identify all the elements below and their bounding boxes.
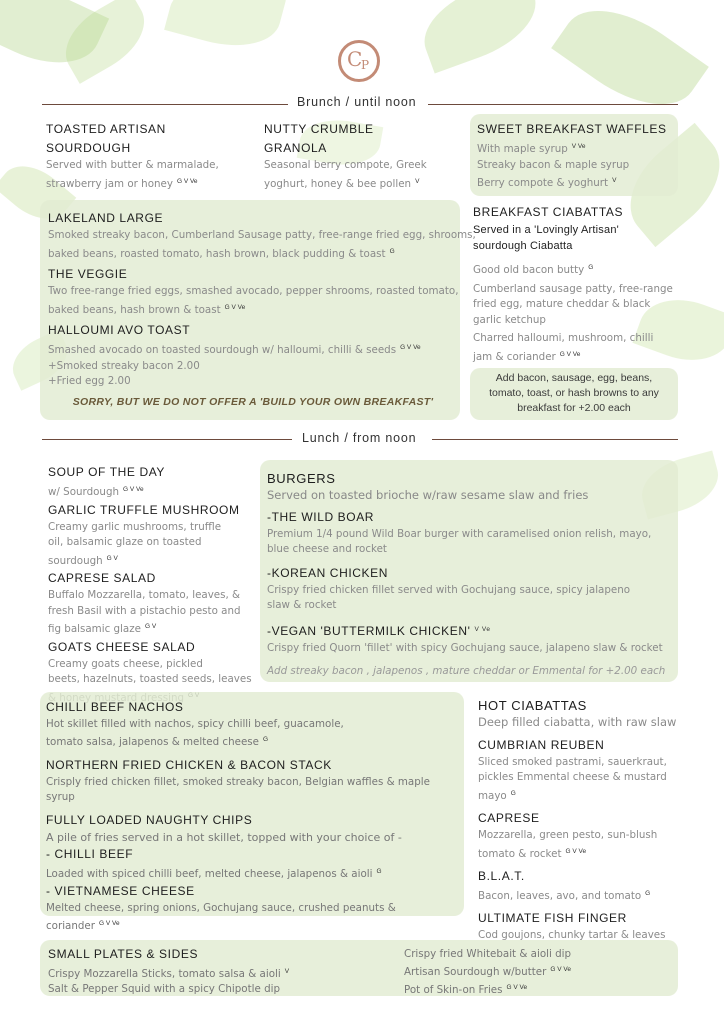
item-desc: beets, hazelnuts, toasted seeds, leaves — [48, 673, 252, 685]
dietary-tags: G V Ve — [559, 350, 581, 358]
item-subtitle: sourdough Ciabatta — [473, 240, 573, 252]
item-name: TOASTED ARTISAN — [46, 122, 166, 136]
item-desc: strawberry jam or honey — [46, 177, 173, 190]
item-name: CHILLI BEEF NACHOS — [46, 700, 184, 714]
item-name: GARLIC TRUFFLE MUSHROOM — [48, 502, 240, 517]
item-name: LAKELAND LARGE — [48, 211, 164, 225]
menu-item-lakeland — [48, 209, 476, 262]
dietary-tags: G — [389, 247, 395, 255]
brunch-section-title: Brunch / until noon — [297, 95, 417, 109]
item-desc: oil, balsamic glaze on toasted — [48, 536, 202, 548]
divider — [42, 104, 288, 105]
dietary-tags: V Ve — [571, 143, 586, 150]
dietary-tags: G V Ve — [550, 966, 571, 973]
divider — [432, 439, 678, 440]
item-desc: With maple syrup — [477, 143, 568, 155]
item-name: -VEGAN 'BUTTERMILK CHICKEN' — [267, 623, 471, 638]
item-desc: baked beans, roasted tomato, hash brown, black pudding & toast — [48, 247, 386, 260]
item-name: SOURDOUGH — [46, 141, 131, 155]
item-desc: Hot skillet filled with nachos, spicy chilli beef, guacamole, — [46, 718, 344, 730]
item-extra: +Fried egg 2.00 — [48, 375, 131, 387]
item-option: - VIETNAMESE CHEESE — [46, 884, 195, 898]
item-desc: Artisan Sourdough w/butter — [404, 966, 547, 978]
item-name: B.L.A.T. — [478, 869, 525, 883]
item-desc: Seasonal berry compote, Greek — [264, 159, 427, 171]
item-desc: fried egg, mature cheddar & black — [473, 298, 651, 310]
hot-plates-section — [46, 698, 461, 934]
dietary-tags: G V Ve — [224, 303, 246, 311]
dietary-tags: G — [645, 890, 651, 897]
item-name: GRANOLA — [264, 141, 327, 155]
dietary-tags: G V Ve — [99, 920, 120, 927]
item-desc: Good old bacon butty — [473, 264, 585, 276]
small-plates-left — [48, 945, 398, 997]
section-heading: BURGERS — [267, 471, 336, 486]
item-name: CAPRESE — [478, 811, 540, 825]
dietary-tags: G V Ve — [176, 177, 198, 185]
item-desc: Crispy fried chicken fillet served with Gochujang sauce, spicy jalapeno — [267, 583, 631, 596]
dietary-tags: V — [612, 177, 617, 184]
logo: C P — [338, 40, 380, 82]
item-desc: fig balsamic glaze — [48, 623, 141, 635]
item-desc: coriander — [46, 920, 95, 932]
item-desc: fresh Basil with a pistachio pesto and — [48, 604, 241, 617]
section-heading: HOT CIABATTAS — [478, 698, 587, 713]
item-name: FULLY LOADED NAUGHTY CHIPS — [46, 813, 253, 827]
item-desc: Creamy goats cheese, pickled — [48, 657, 203, 670]
no-build-your-own-notice: SORRY, BUT WE DO NOT OFFER A 'BUILD YOUR OWN BREAKFAST' — [72, 396, 434, 408]
item-name: GOATS CHEESE SALAD — [48, 639, 196, 654]
lunch-starters — [48, 463, 258, 706]
item-desc: slaw & rocket — [267, 599, 337, 611]
item-desc: Served with butter & marmalade, — [46, 159, 219, 171]
item-desc: tomato & rocket — [478, 847, 562, 860]
item-desc: Sliced smoked pastrami, sauerkraut, — [478, 755, 667, 768]
item-desc: w/ Sourdough — [48, 486, 120, 498]
item-desc: Salt & Pepper Squid with a spicy Chipotle dip — [48, 983, 281, 995]
lunch-section-title: Lunch / from noon — [302, 431, 417, 445]
burger-addons: Add streaky bacon , jalapenos , mature cheddar or Emmental for +2.00 each — [267, 665, 666, 677]
dietary-tags: G V Ve — [400, 344, 421, 351]
item-desc: Mozzarella, green pesto, sun-blush — [478, 829, 658, 841]
item-desc: Melted cheese, spring onions, Gochujang sauce, crushed peanuts & — [46, 902, 396, 914]
item-extra: +Smoked streaky bacon 2.00 — [48, 359, 200, 372]
item-name: THE VEGGIE — [48, 267, 128, 281]
menu-item-veggie — [48, 265, 458, 318]
item-desc: Cod goujons, chunky tartar & leaves — [478, 928, 666, 941]
small-plates-right — [404, 947, 674, 998]
menu-item-breakfast-ciabattas — [473, 203, 683, 365]
item-desc: tomato salsa, jalapenos & melted cheese — [46, 736, 259, 748]
dietary-tags: G — [376, 868, 382, 875]
item-desc: garlic ketchup — [473, 313, 546, 326]
dietary-tags: G V Ve — [123, 486, 144, 493]
dietary-tags: G — [510, 789, 516, 797]
item-desc: Smoked streaky bacon, Cumberland Sausage patty, free-range fried egg, shrooms, — [48, 229, 476, 241]
dietary-tags: G V Ve — [506, 984, 528, 991]
item-name: NORTHERN FRIED CHICKEN & BACON STACK — [46, 758, 332, 772]
menu-item-nutty-granola — [264, 120, 464, 192]
item-desc: Two free-range fried eggs, smashed avocado, pepper shrooms, roasted tomato, — [48, 285, 459, 297]
item-subtitle: Served in a 'Lovingly Artisan' — [473, 224, 619, 236]
section-subtitle: Served on toasted brioche w/raw sesame slaw and fries — [267, 488, 589, 502]
item-desc: Premium 1/4 pound Wild Boar burger with caramelised onion relish, mayo, — [267, 527, 652, 540]
menu-item-waffles — [477, 120, 677, 192]
item-desc: Berry compote & yoghurt — [477, 177, 609, 189]
item-desc: pickles Emmental cheese & mustard — [478, 771, 667, 783]
item-desc: Cumberland sausage patty, free-range — [473, 282, 673, 295]
item-desc: Creamy garlic mushrooms, truffle — [48, 520, 222, 533]
dietary-tags: G V — [106, 554, 118, 562]
breakfast-addons: Add bacon, sausage, egg, beans, tomato, toast, or hash browns to any breakfast for +2.00 each — [489, 372, 659, 414]
item-name: -KOREAN CHICKEN — [267, 565, 389, 580]
item-desc: Crispy Mozzarella Sticks, tomato salsa & aioli — [48, 968, 281, 980]
dietary-tags: G V Ve — [565, 847, 587, 855]
hot-ciabattas-section — [478, 696, 688, 943]
item-option: - CHILLI BEEF — [46, 847, 134, 861]
item-desc: blue cheese and rocket — [267, 543, 387, 555]
item-name: NUTTY CRUMBLE — [264, 122, 374, 136]
section-subtitle: Deep filled ciabatta, with raw slaw — [478, 715, 677, 729]
item-desc: Buffalo Mozzarella, tomato, leaves, & — [48, 589, 241, 601]
dietary-tags: G — [588, 264, 594, 271]
item-desc: Streaky bacon & maple syrup — [477, 158, 630, 171]
menu-item-toasted-sourdough — [46, 120, 256, 192]
item-name: -THE WILD BOAR — [267, 509, 375, 524]
item-desc: A pile of fries served in a hot skillet, topped with your choice of - — [46, 831, 402, 844]
burgers-section — [267, 469, 677, 680]
dietary-tags: V — [415, 177, 420, 185]
item-desc: Smashed avocado on toasted sourdough w/ halloumi, chilli & seeds — [48, 344, 397, 356]
item-desc: yoghurt, honey & bee pollen — [264, 177, 412, 190]
item-desc: jam & coriander — [473, 350, 556, 363]
item-desc: Loaded with spiced chilli beef, melted cheese, jalapenos & aioli — [46, 868, 373, 880]
item-desc: sourdough — [48, 554, 103, 567]
item-desc: Pot of Skin-on Fries — [404, 984, 503, 996]
item-desc: Crispy fried Quorn 'fillet' with spicy Gochujang sauce, jalapeno slaw & rocket — [267, 641, 663, 654]
item-name: HALLOUMI AVO TOAST — [48, 323, 191, 337]
dietary-tags: G — [263, 736, 269, 743]
menu-item-halloumi — [48, 321, 458, 390]
dietary-tags: V Ve — [474, 625, 491, 633]
item-desc: Crispy fried Whitebait & aioli dip — [404, 948, 572, 960]
item-name: SOUP OF THE DAY — [48, 465, 166, 479]
item-name: CAPRESE SALAD — [48, 571, 156, 585]
item-name: ULTIMATE FISH FINGER — [478, 910, 627, 925]
item-desc: baked beans, hash brown & toast — [48, 303, 221, 316]
divider — [428, 104, 678, 105]
item-desc: Bacon, leaves, avo, and tomato — [478, 890, 642, 902]
dietary-tags: V — [284, 968, 290, 975]
dietary-tags: G V — [144, 623, 157, 630]
item-name: SWEET BREAKFAST WAFFLES — [477, 122, 667, 136]
item-name: CUMBRIAN REUBEN — [478, 737, 605, 752]
item-name: BREAKFAST CIABATTAS — [473, 205, 624, 219]
item-desc: Charred halloumi, mushroom, chilli — [473, 332, 654, 344]
divider — [42, 439, 292, 440]
item-desc: mayo — [478, 789, 507, 802]
item-name: SMALL PLATES & SIDES — [48, 947, 199, 961]
item-desc: Crisply fried chicken fillet, smoked streaky bacon, Belgian waffles & maple syrup — [46, 776, 430, 803]
